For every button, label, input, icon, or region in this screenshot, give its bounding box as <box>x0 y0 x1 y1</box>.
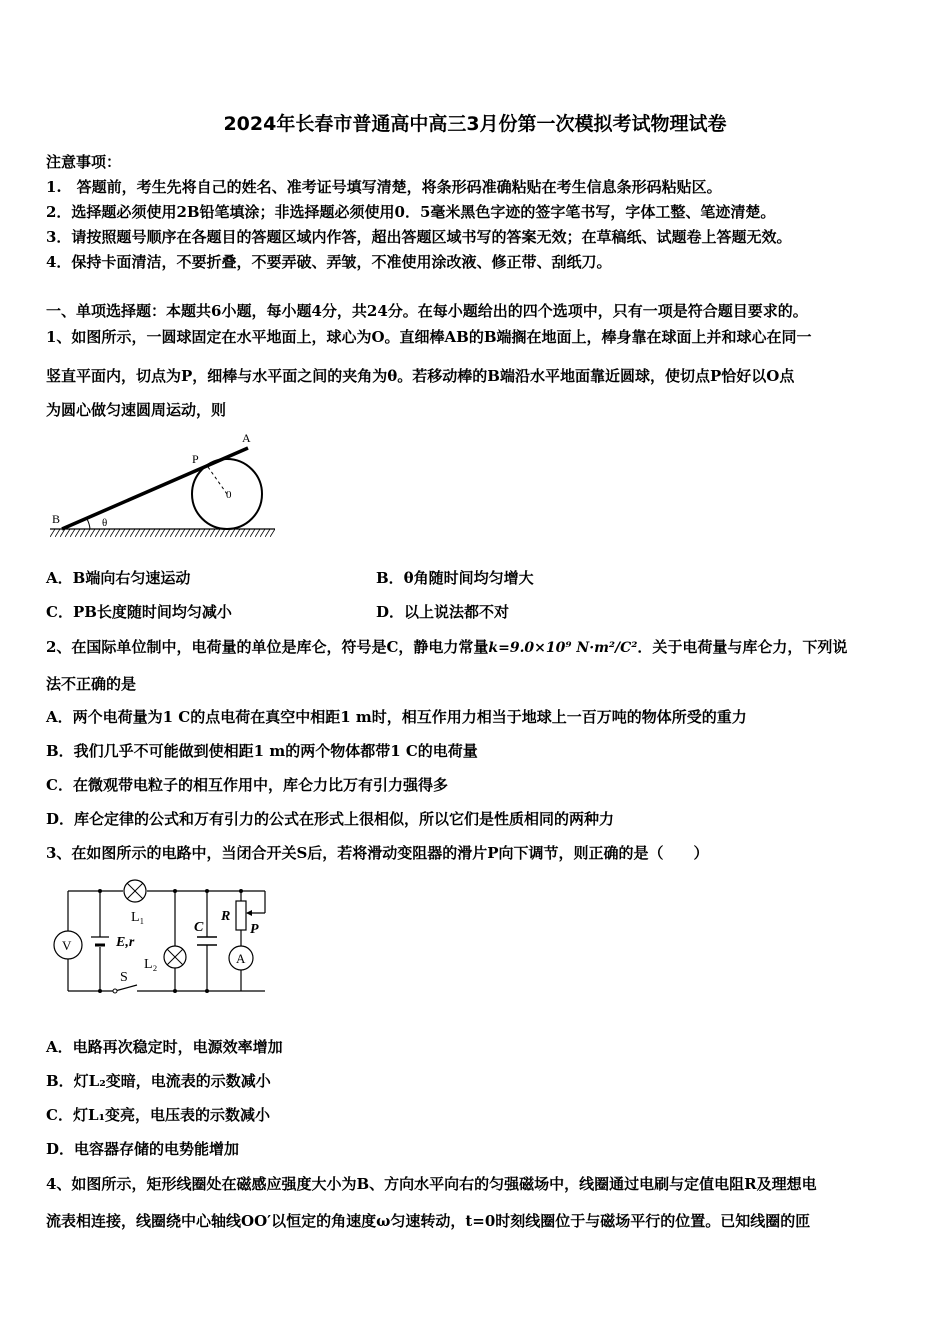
q1-stem-line: 为圆心做匀速圆周运动，则 <box>46 401 227 419</box>
q2-option-c: C．在微观带电粒子的相互作用中，库仑力比万有引力强得多 <box>46 776 448 794</box>
junction-dot <box>173 889 177 893</box>
section-heading: 一、单项选择题：本题共6小题，每小题4分，共24分。在每小题给出的四个选项中，只有一项是符合题目要求的。 <box>46 302 808 320</box>
junction-dot <box>205 989 209 993</box>
notice-item: 4．保持卡面清洁，不要折叠，不要弄破、弄皱，不准使用涂改液、修正带、刮纸刀。 <box>46 253 612 271</box>
label-O: 0 <box>226 489 232 501</box>
q4-stem-line: 流表相连接，线圈绕中心轴线OO′以恒定的角速度ω匀速转动，t=0时刻线圈位于与磁场平行的位置。已知线圈的匝 <box>46 1212 811 1230</box>
slider-arrow <box>246 910 252 916</box>
q1-figure <box>40 425 290 550</box>
ground-hatch <box>50 529 275 537</box>
label-B: B <box>52 512 61 526</box>
rod-AB <box>62 448 248 529</box>
q3-circuit-figure <box>45 875 275 1000</box>
label-P: P <box>250 922 259 937</box>
switch-contact <box>113 989 117 993</box>
label-V: V <box>62 938 72 953</box>
label-C: C <box>194 920 204 935</box>
radius-OP <box>208 467 227 494</box>
notice-item: 1. 答题前，考生先将自己的姓名、准考证号填写清楚，将条形码准确粘贴在考生信息条形码粘贴区。 <box>46 178 722 196</box>
q1-option-a: A．B端向右匀速运动 <box>46 569 191 587</box>
rheostat <box>236 901 246 930</box>
q2-option-d: D．库仑定律的公式和万有引力的公式在形式上很相似，所以它们是性质相同的两种力 <box>46 810 615 828</box>
label-L2: L₂ <box>144 957 158 972</box>
notice-heading: 注意事项： <box>46 153 122 171</box>
label-A: A <box>236 951 246 966</box>
junction-dot <box>173 989 177 993</box>
notice-item: 2．选择题必须使用2B铅笔填涂；非选择题必须使用0．5毫米黑色字迹的签字笔书写，字体工整、笔迹清楚。 <box>46 203 776 221</box>
q2-stem-part: ．关于电荷量与库仑力，下列说 <box>637 638 848 656</box>
label-A: A <box>242 431 251 445</box>
junction-dot <box>98 889 102 893</box>
q4-stem-line: 4、如图所示，矩形线圈处在磁感应强度大小为B、方向水平向右的匀强磁场中，线圈通过电刷与定值电阻R及理想电 <box>46 1175 817 1193</box>
angle-arc <box>87 519 90 529</box>
label-P: P <box>192 452 199 466</box>
q1-stem-line: 竖直平面内，切点为P，细棒与水平面之间的夹角为θ。若移动棒的B端沿水平地面靠近圆球，使切点P恰好以O点 <box>46 367 795 385</box>
q1-option-b: B．θ角随时间均匀增大 <box>376 569 534 587</box>
q2-stem-part: 2、在国际单位制中，电荷量的单位是库仑，符号是C，静电力常量 <box>46 638 489 656</box>
q2-option-b: B．我们几乎不可能做到使相距1 m的两个物体都带1 C的电荷量 <box>46 742 478 760</box>
q3-option-d: D．电容器存储的电势能增加 <box>46 1140 240 1158</box>
label-S: S <box>120 970 128 985</box>
q3-stem: 3、在如图所示的电路中，当闭合开关S后，若将滑动变阻器的滑片P向下调节，则正确的是（ ） <box>46 844 709 862</box>
q1-option-c: C．PB长度随时间均匀减小 <box>46 603 232 621</box>
notice-item: 3．请按照题号顺序在各题目的答题区域内作答，超出答题区域书写的答案无效；在草稿纸、试题卷上答题无效。 <box>46 228 792 246</box>
q1-option-d: D．以上说法都不对 <box>376 603 510 621</box>
coulomb-constant: k=9.0×10⁹ N·m²/C² <box>488 640 638 656</box>
junction-dot <box>239 889 243 893</box>
q3-option-c: C．灯L₁变亮，电压表的示数减小 <box>46 1106 271 1124</box>
q2-stem-line <box>46 637 847 658</box>
label-L1: L₁ <box>131 910 145 925</box>
junction-dot <box>205 889 209 893</box>
junction-dot <box>98 989 102 993</box>
q2-stem-line: 法不正确的是 <box>46 675 137 693</box>
label-R: R <box>221 909 231 924</box>
paper-title: 2024年长春市普通高中高三3月份第一次模拟考试物理试卷 <box>223 113 727 135</box>
q3-option-a: A．电路再次稳定时，电源效率增加 <box>46 1038 283 1056</box>
label-theta: θ <box>102 517 108 529</box>
q2-option-a: A．两个电荷量为1 C的点电荷在真空中相距1 m时，相互作用力相当于地球上一百万吨的物体所受的重力 <box>46 708 747 726</box>
q3-option-b: B．灯L₂变暗，电流表的示数减小 <box>46 1072 271 1090</box>
label-Er: E,r <box>116 935 135 950</box>
q1-stem-line: 1、如图所示，一圆球固定在水平地面上，球心为O。直细棒AB的B端搁在地面上，棒身靠在球面上并和球心在同一 <box>46 328 812 346</box>
